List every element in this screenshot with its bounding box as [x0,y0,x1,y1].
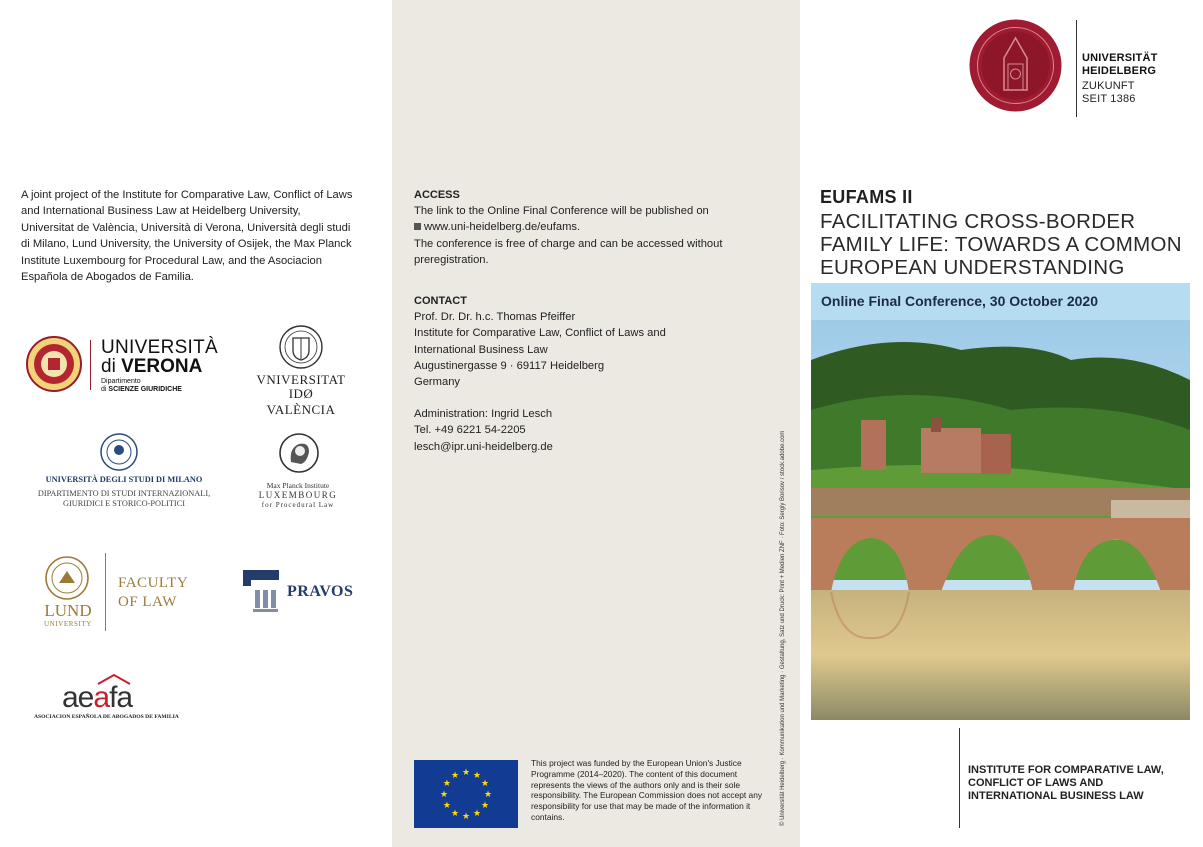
conference-date: Online Final Conference, 30 October 2020 [821,293,1098,309]
project-intro: A joint project of the Institute for Comparative Law, Conflict of Laws and International Business Law at Heidelberg University, Universitat de València, Università di Verona, Università degli studi di Milano, Lund University, the University of Osijek, the Max Planck Institute Luxembourg for Procedural Law, and the Asociacion Española de Abogados de Familia. [21,189,353,284]
eu-star-icon: ★ [450,808,460,819]
eu-star-icon: ★ [442,800,451,810]
eu-star-icon: ★ [461,767,471,777]
photo-credit: © Universität Heidelberg · Kommunikation und Marketing · Gestaltung, Satz und Druck: Print + Medien ZNF · Foto: Sergiy Borisov / stock.adobe.com [780,430,786,826]
aeafa-name: aeafa [62,681,133,714]
verona-line1: UNIVERSITÀ [101,337,219,358]
milano-line1: UNIVERSITÀ DEGLI STUDI DI MILANO [45,475,203,484]
milano-seal-icon [99,432,139,472]
contact-street: Augustinergasse 9 · 69117 Heidelberg [414,359,605,372]
contact-name: Prof. Dr. Dr. h.c. Thomas Pfeiffer [414,311,576,324]
eu-star-icon: ★ [439,789,449,799]
eu-star-icon: ★ [483,789,493,799]
verona-seal-icon [26,336,82,392]
title-short: EUFAMS II [820,187,913,207]
contact-section [414,293,754,455]
access-section [414,187,754,268]
access-line1: The link to the Online Final Conference will be published on [414,205,709,218]
maxplanck-line3: for Procedural Law [261,501,335,509]
contact-institute: Institute for Comparative Law, Conflict of Laws and International Business Law [414,327,666,356]
maxplanck-line1: Max Planck Institute [266,481,330,490]
eu-star-icon: ★ [450,769,460,780]
heidelberg-divider [1076,20,1077,117]
pravos-name: PRAVOS [287,583,354,600]
valencia-crest-icon [276,324,326,370]
verona-logo [26,336,226,396]
eu-star-icon: ★ [472,769,482,780]
contact-heading: CONTACT [414,295,467,307]
institute-name: INSTITUTE FOR COMPARATIVE LAW, CONFLICT OF LAWS AND INTERNATIONAL BUSINESS LAW [968,764,1164,802]
pravos-column-icon [241,566,285,616]
eu-stars-icon [414,760,518,828]
verona-line2: di VERONA [101,356,203,377]
contact-tel: Tel. +49 6221 54-2205 [414,424,526,437]
institute-divider [959,728,960,828]
lund-line1: LUND [44,601,92,620]
eu-funding-notice: This project was funded by the European Union's Justice Programme (2014–2020). The content of this document represents the views of the authors only and is their sole responsibility. The European Commission does not accept any responsibility for use that may be made of the information it contains. [531,758,763,822]
lund-seal-icon [44,555,90,601]
contact-country: Germany [414,376,461,389]
lund-divider [105,553,106,631]
eu-star-icon: ★ [481,778,490,788]
verona-divider [90,340,91,390]
eu-star-icon: ★ [481,800,490,810]
eu-star-icon: ★ [472,808,482,819]
access-line2: The conference is free of charge and can be accessed without preregistration. [414,237,723,266]
heidelberg-photo [811,320,1190,720]
middle-panel [392,0,800,847]
contact-admin: Administration: Ingrid Lesch [414,408,553,421]
maxplanck-line2: LUXEMBOURG [258,490,338,500]
milano-logo [24,432,224,512]
eu-star-icon: ★ [461,811,471,821]
milano-department: DIPARTIMENTO DI STUDI INTERNAZIONALI, GIURIDICI E STORICO-POLITICI [37,489,211,508]
square-bullet-icon [414,223,421,230]
heidelberg-name: UNIVERSITÄT HEIDELBERG [1082,52,1158,77]
maxplanck-logo [248,432,348,512]
contact-email[interactable]: lesch@ipr.uni-heidelberg.de [414,440,553,453]
aeafa-logo [34,673,214,723]
verona-department: Dipartimento di SCIENZE GIURIDICHE [101,378,182,393]
minerva-icon [278,432,320,474]
lund-logo [38,553,208,633]
access-url[interactable]: www.uni-heidelberg.de/eufams. [424,221,581,234]
valencia-line2: IDØ VALÈNCIA [266,386,336,417]
access-url-row [414,219,754,235]
right-panel [800,0,1203,847]
pravos-logo [241,566,381,616]
heidelberg-seal-icon [968,18,1063,113]
eu-flag [414,760,518,828]
conference-banner [811,283,1190,320]
lund-line2: UNIVERSITY [44,620,92,628]
left-panel [0,0,392,847]
heidelberg-castle-bridge-image [811,320,1190,720]
heidelberg-tagline: ZUKUNFT SEIT 1386 [1082,80,1136,105]
valencia-logo [256,324,346,417]
eu-star-icon: ★ [442,778,451,788]
access-heading: ACCESS [414,189,460,201]
title-long: FACILITATING CROSS-BORDER FAMILY LIFE: TOWARDS A COMMON EUROPEAN UNDERSTANDING [820,210,1182,279]
lund-faculty: FACULTY OF LAW [118,575,189,610]
valencia-line1: VNIVERSITAT [256,372,346,387]
aeafa-fullname: ASOCIACION ESPAÑOLA DE ABOGADOS DE FAMILIA [34,714,179,720]
